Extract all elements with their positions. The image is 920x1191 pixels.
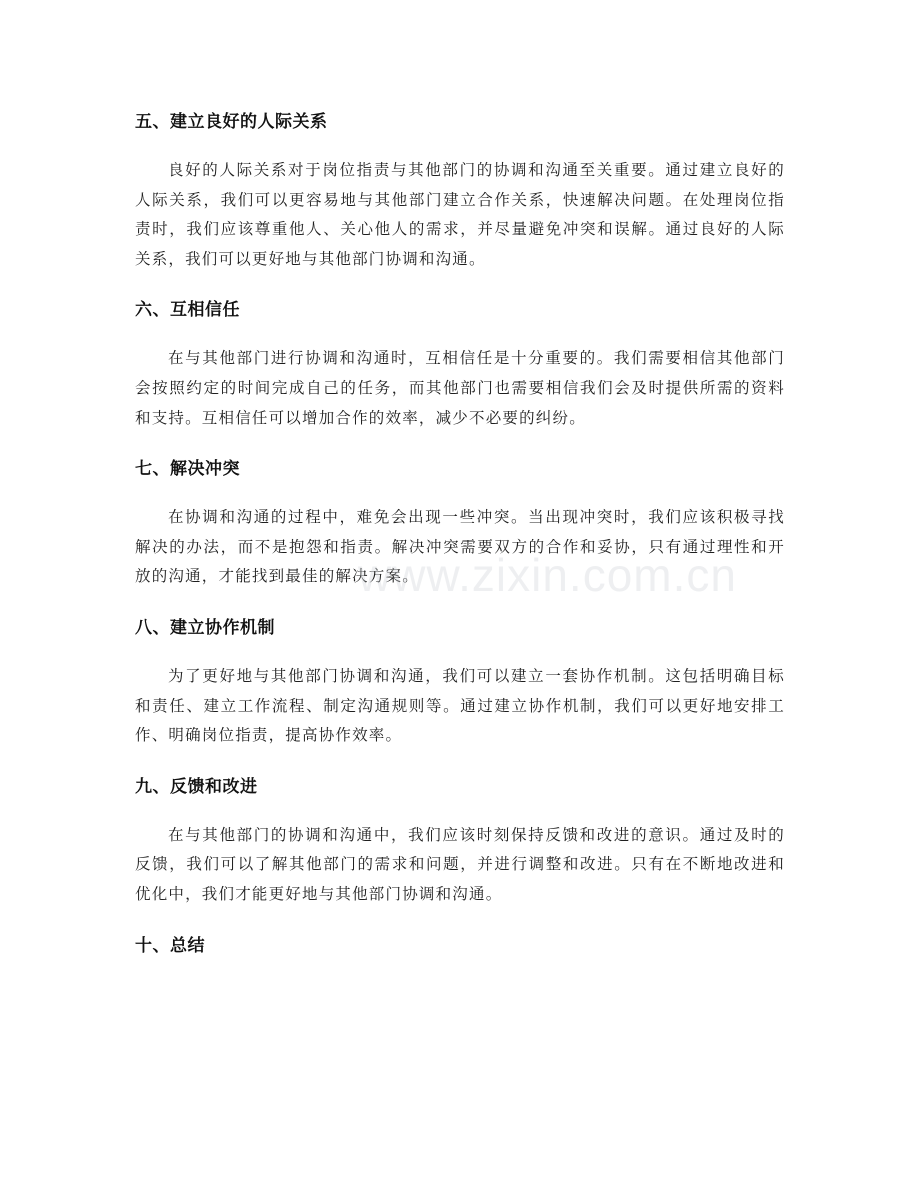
watermark: www.zixin.com.cn [358, 549, 737, 601]
section-heading-8: 八、建立协作机制 [135, 617, 275, 638]
section-body-8: 为了更好地与其他部门协调和沟通，我们可以建立一套协作机制。这包括明确目标和责任、建立工作流程、制定沟通规则等。通过建立协作机制，我们可以更好地安排工作、明确岗位指责，提高协作效率。 [135, 666, 785, 745]
section-heading-5: 五、建立良好的人际关系 [135, 112, 328, 132]
section-heading-10: 十、总结 [135, 935, 205, 956]
section-body-6: 在与其他部门进行协调和沟通时，互相信任是十分重要的。我们需要相信其他部门会按照约定的时间完成自己的任务，而其他部门也需要相信我们会及时提供所需的资料和支持。互相信任可以增加合作的效率，减少不必要的纠纷。 [135, 349, 785, 427]
section-body-5: 良好的人际关系对于岗位指责与其他部门的协调和沟通至关重要。通过建立良好的人际关系，我们可以更容易地与其他部门建立合作关系，快速解决问题。在处理岗位指责时，我们应该尊重他人、关心他人的需求，并尽量避免冲突和误解。通过良好的人际关系，我们可以更好地与其他部门协调和沟通。 [135, 161, 785, 268]
section-heading-7: 七、解决冲突 [135, 459, 240, 480]
document-content [135, 107, 785, 961]
section-body-9: 在与其他部门的协调和沟通中，我们应该时刻保持反馈和改进的意识。通过及时的反馈，我们可以了解其他部门的需求和问题，并进行调整和改进。只有在不断地改进和优化中，我们才能更好地与其他部门协调和沟通。 [135, 825, 785, 903]
section-heading-9: 九、反馈和改进 [135, 776, 258, 797]
section-body-7: 在协调和沟通的过程中，难免会出现一些冲突。当出现冲突时，我们应该积极寻找解决的办法，而不是抱怨和指责。解决冲突需要双方的合作和妥协，只有通过理性和开放的沟通，才能找到最佳的解决方案。 [135, 508, 785, 586]
section-heading-6: 六、互相信任 [135, 300, 240, 321]
